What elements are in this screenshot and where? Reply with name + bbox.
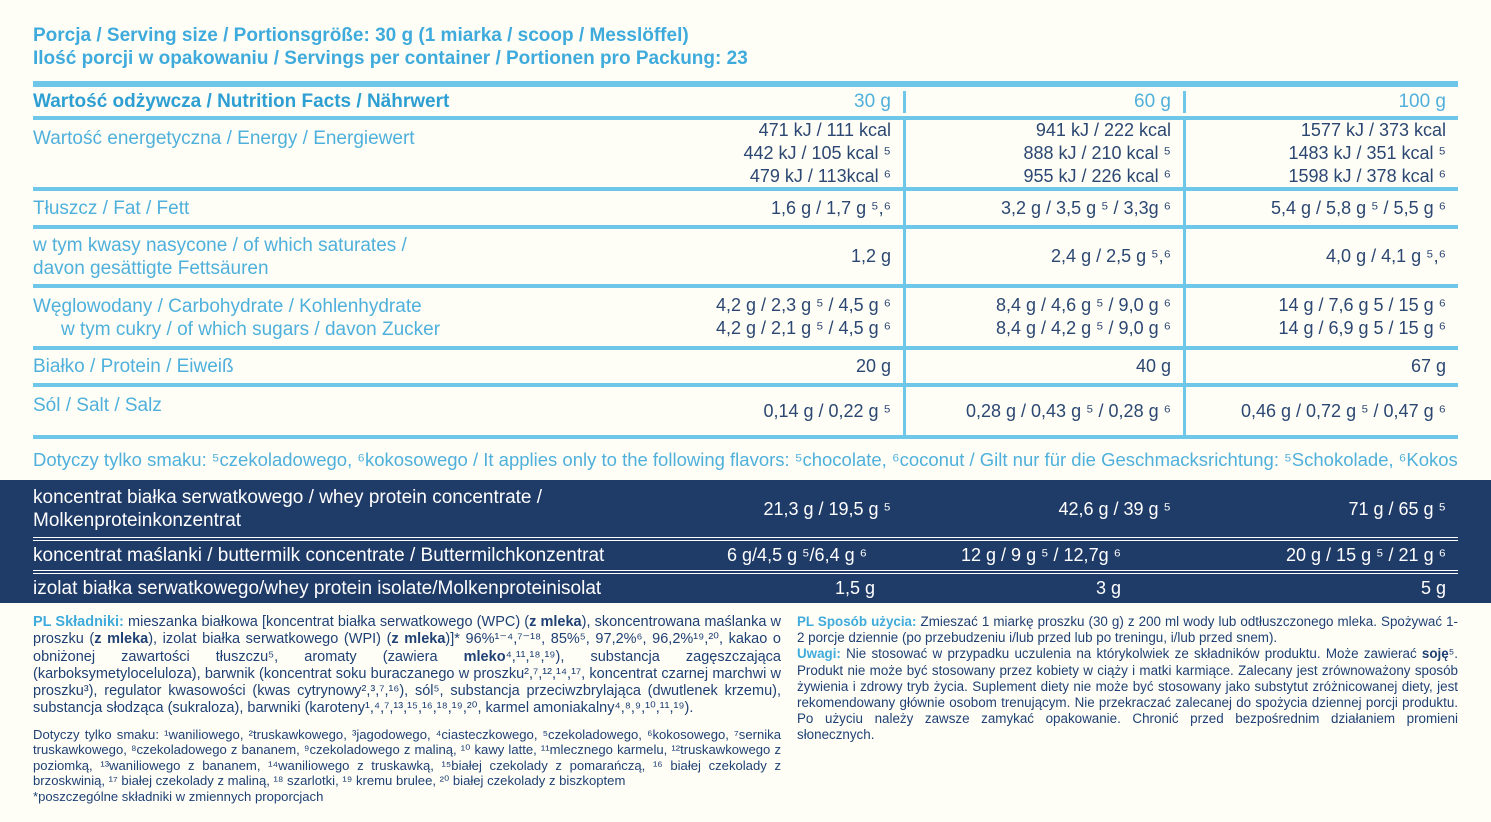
carbohydrate-100g-value (1183, 288, 1458, 346)
value-line: 14 g / 7,6 g 5 / 15 g ⁶ (1278, 295, 1446, 315)
wpi-60g-value (903, 574, 1183, 603)
row-sugars-label: w tym cukry / of which sugars / davon Zucker (61, 319, 441, 340)
value-line: 442 kJ / 105 kcal ⁵ (743, 143, 891, 163)
row-carbohydrate-label: Węglowodany / Carbohydrate / Kohlenhydrate (33, 296, 422, 317)
value-line: 3,2 g / 3,5 g ⁵ / 3,3g ⁶ (1001, 197, 1171, 218)
ingredients-text: PL Składniki: mieszanka białkowa [koncentrat białka serwatkowego (WPC) (z mleka), skoncentrowana maślanka w proszku (z mleka), izolat białka serwatkowego (WPI) (z mleka)]* 96%¹⁻⁴,⁷⁻¹⁸, 85%⁵, 97,2%⁶, 96,2%¹⁹,²⁰, kakao o obniżonej zawartości tłuszczu⁵, aromaty (zawiera mleko⁴,¹¹,¹⁸,¹⁹), substancja zagęszczająca (karboksymetyloceluloza), barwnik (koncentrat soku buraczanego w proszku²,⁷,¹²,¹⁴,¹⁷, koncentrat czarnej marchwi w proszku³), regulator kwasowości (kwas cytrynowy²,³,⁷,¹⁶), sól⁵, substancja przeciwzbrylająca (dwutlenek krzemu), substancja słodząca (sukraloza), barwniki (karoteny¹,⁴,⁷,¹³,¹⁵,¹⁶,¹⁸,¹⁹,²⁰, karmel amoniakalny⁴,⁸,⁹,¹⁰,¹¹,¹⁹). (33, 614, 781, 717)
value-line: 4,2 g / 2,1 g ⁵ / 4,5 g ⁶ (716, 318, 891, 338)
wpc-30g-value (623, 486, 903, 532)
value-line: 5,4 g / 5,8 g ⁵ / 5,5 g ⁶ (1271, 197, 1446, 218)
saturates-30g-value (623, 229, 903, 284)
wpi-30g-value (623, 574, 903, 603)
saturates-100g-value (1183, 229, 1458, 284)
flavors-footnote: Dotyczy tylko smaku: ¹waniliowego, ²truskawkowego, ³jagodowego, ⁴ciasteczkowego, ⁵czekoladowego, ⁶kokosowego, ⁷sernika truskawkowego, ⁸czekoladowego z bananem, ⁹czekoladowego z maliną, ¹⁰ kawy latte, ¹¹mlecznego karmelu, ¹²truskawkowego z poziomką, ¹³waniliowego z bananem, ¹⁴waniliowego z truskawką, ¹⁵białej czekolady z pomarańczą, ¹⁶ białej czekolady z brzoskwinią, ¹⁷ białej czekolady z maliną, ¹⁸ szarlotki, ¹⁹ kremu brulee, ²⁰ białej czekolady z biszkoptem (33, 726, 781, 789)
salt-100g-value (1183, 387, 1458, 435)
value-line: 1,2 g (850, 246, 891, 266)
fat-60g-value (903, 191, 1183, 225)
value-line: 42,6 g / 39 g ⁵ (1058, 498, 1171, 519)
variable-proportions-note: *poszczególne składniki w zmiennych proporcjach (33, 788, 324, 804)
value-line: 888 kJ / 210 kcal ⁵ (1023, 143, 1171, 163)
value-line: 21,3 g / 19,5 g ⁵ (763, 498, 891, 519)
buttermilk-30g-value (623, 541, 903, 570)
row-whey-protein-isolate (33, 570, 1458, 603)
serving-size-line: Porcja / Serving size / Portionsgröße: 30 g (1 miarka / scoop / Messlöffel) (33, 25, 689, 46)
servings-per-container-line: Ilość porcji w opakowaniu / Servings per container / Portionen pro Packung: 23 (33, 48, 748, 69)
value-line: 1598 kJ / 378 kcal ⁶ (1288, 166, 1446, 186)
buttermilk-60g-value (903, 541, 1183, 570)
protein-30g-value (623, 350, 903, 383)
carbohydrate-60g-value (903, 288, 1183, 346)
value-line: 1577 kJ / 373 kcal (1300, 120, 1446, 140)
row-whey-protein-concentrate (33, 480, 1458, 537)
row-salt-label: Sól / Salt / Salz (33, 395, 162, 416)
wpi-100g-value (1183, 574, 1458, 603)
row-salt (33, 387, 1458, 439)
row-protein-label: Białko / Protein / Eiweiß (33, 356, 234, 377)
value-line: 955 kJ / 226 kcal ⁶ (1023, 166, 1171, 186)
col-header-60g: 60 g (1134, 90, 1171, 112)
row-fat-label: Tłuszcz / Fat / Fett (33, 197, 190, 219)
wpc-label: koncentrat białka serwatkowego / whey protein concentrate / (33, 487, 543, 508)
fat-30g-value (623, 191, 903, 225)
energy-100g-value (1183, 120, 1458, 187)
serving-header (33, 0, 1458, 70)
value-line: 479 kJ / 113kcal ⁶ (749, 166, 891, 186)
value-line: 67 g (1410, 356, 1446, 376)
value-line: 1,6 g / 1,7 g ⁵,⁶ (771, 197, 891, 218)
fat-100g-value (1183, 191, 1458, 225)
value-line: 5 g (1420, 578, 1446, 598)
salt-60g-value (903, 387, 1183, 435)
value-line: 20 g / 15 g ⁵ / 21 g ⁶ (1286, 545, 1446, 565)
row-saturates-label-line2: davon gesättigte Fettsäuren (33, 257, 269, 279)
flavors-note: Dotyczy tylko smaku: ⁵czekoladowego, ⁶kokosowego / It applies only to the following flavors: ⁵chocolate, ⁶coconut / Gilt nur für die Geschmacksrichtung: ⁵Schokolade, ⁶Kokos (33, 449, 1458, 470)
saturates-60g-value (903, 229, 1183, 284)
carbohydrate-30g-value (623, 288, 903, 346)
value-line: 40 g (1135, 356, 1171, 376)
value-line: 1,5 g (834, 578, 875, 598)
buttermilk-100g-value (1183, 541, 1458, 570)
col-header-100g: 100 g (1398, 90, 1446, 112)
value-line: 8,4 g / 4,6 g ⁵ / 9,0 g ⁶ (996, 295, 1171, 315)
col-header-30g: 30 g (854, 90, 891, 112)
row-carbohydrate (33, 288, 1458, 350)
protein-100g-value (1183, 350, 1458, 383)
usage-text: PL Sposób użycia: Zmieszać 1 miarkę proszku (30 g) z 200 ml wody lub odtłuszczonego mleka. Spożywać 1-2 porcje dziennie (po przebudzeniu i/lub przed lub po treningu, i/lub przed snem). (797, 614, 1458, 646)
protein-sources-table (0, 480, 1491, 603)
value-line: 941 kJ / 222 kcal (1035, 120, 1171, 140)
value-line: 4,2 g / 2,3 g ⁵ / 4,5 g ⁶ (716, 295, 891, 315)
value-line: 2,4 g / 2,5 g ⁵,⁶ (1051, 246, 1171, 266)
energy-30g-value (623, 120, 903, 187)
value-line: 471 kJ / 111 kcal (758, 120, 891, 140)
row-protein (33, 350, 1458, 387)
value-line: 3 g (1095, 578, 1121, 598)
value-line: 1483 kJ / 351 kcal ⁵ (1288, 143, 1446, 163)
value-line: 71 g / 65 g ⁵ (1348, 498, 1446, 519)
value-line: 0,14 g / 0,22 g ⁵ (763, 400, 891, 421)
wpi-label: izolat białka serwatkowego/whey protein isolate/Molkenproteinisolat (33, 578, 602, 599)
value-line: 6 g/4,5 g ⁵/6,4 g ⁶ (727, 545, 867, 565)
footer (0, 603, 1491, 804)
footer-right-column (797, 614, 1458, 804)
row-saturates (33, 229, 1458, 288)
table-header-row (33, 87, 1458, 120)
energy-60g-value (903, 120, 1183, 187)
footer-left-column (33, 614, 781, 804)
row-fat (33, 191, 1458, 229)
nutrition-table (33, 87, 1458, 439)
table-title: Wartość odżywcza / Nutrition Facts / Nährwert (33, 90, 450, 112)
value-line: 0,46 g / 0,72 g ⁵ / 0,47 g ⁶ (1240, 400, 1446, 421)
wpc-label-line2: Molkenproteinkonzentrat (33, 510, 242, 531)
value-line: 8,4 g / 4,2 g ⁵ / 9,0 g ⁶ (996, 318, 1171, 338)
buttermilk-label: koncentrat maślanki / buttermilk concentrate / Buttermilchkonzentrat (33, 545, 605, 566)
warnings-text: Uwagi: Nie stosować w przypadku uczulenia na którykolwiek ze składników produktu. Może zawierać soję⁵. Produkt nie może być stosowany przez kobiety w ciąży i matki karmiące. Zalecany jest zrównoważony sposób żywienia i zdrowy tryb życia. Suplement diety nie może być stosowany jako substytut zróżnicowanej diety, jest rekomendowany głównie osobom trenującym. Nie przekraczać zalecanej do spożycia dziennej porcji produktu. Po użyciu należy zawsze zamykać opakowanie. Chronić przed bezpośrednim działaniem promieni słonecznych. (797, 646, 1458, 743)
value-line: 4,0 g / 4,1 g ⁵,⁶ (1326, 246, 1446, 266)
row-buttermilk-concentrate (33, 537, 1458, 570)
wpc-60g-value (903, 486, 1183, 532)
value-line: 0,28 g / 0,43 g ⁵ / 0,28 g ⁶ (965, 400, 1171, 421)
row-energy-label: Wartość energetyczna / Energy / Energiewert (33, 128, 415, 149)
row-energy (33, 120, 1458, 191)
salt-30g-value (623, 387, 903, 435)
value-line: 20 g (855, 356, 891, 376)
row-saturates-label: w tym kwasy nasycone / of which saturates / (33, 234, 407, 256)
value-line: 14 g / 6,9 g 5 / 15 g ⁶ (1278, 318, 1446, 338)
value-line: 12 g / 9 g ⁵ / 12,7g ⁶ (961, 545, 1121, 565)
protein-60g-value (903, 350, 1183, 383)
wpc-100g-value (1183, 486, 1458, 532)
